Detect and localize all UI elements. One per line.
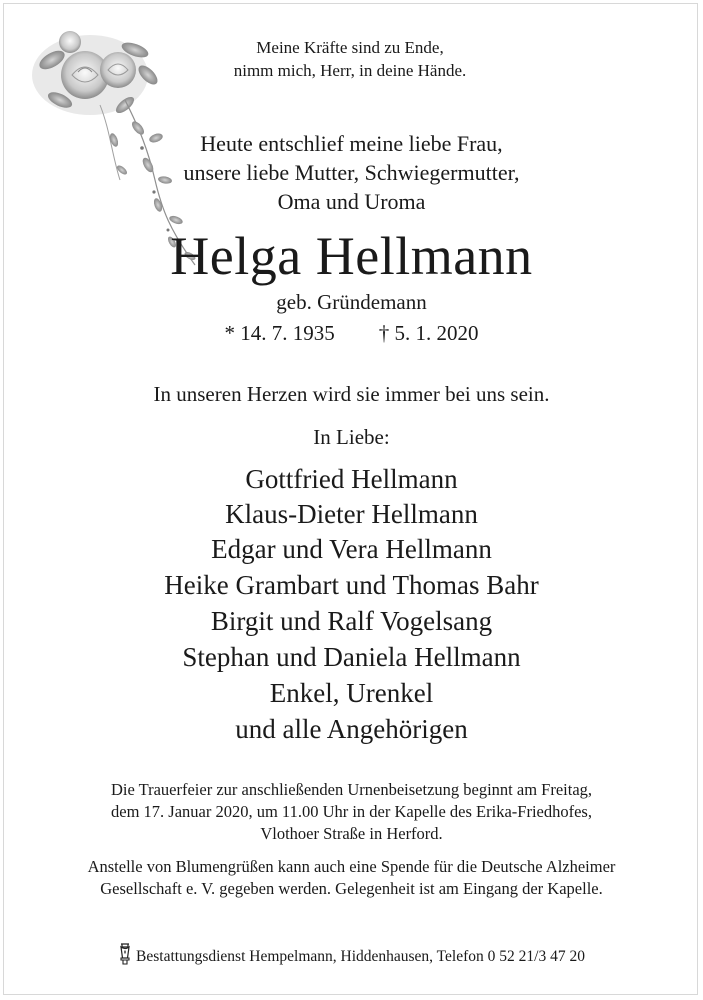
mourner-name: Birgit und Ralf Vogelsang (210, 606, 493, 636)
intro-line: Oma und Uroma (277, 189, 426, 214)
intro-line: Heute entschlief meine liebe Frau, (200, 131, 503, 156)
deceased-name: Helga Hellmann (170, 226, 533, 286)
service-notice-line: Die Trauerfeier zur anschließenden Urnenbeisetzung beginnt am Freitag, (110, 780, 593, 799)
death-date: † 5. 1. 2020 (378, 321, 479, 345)
mourner-name: und alle Angehörigen (235, 714, 468, 744)
donation-notice-line: Gesellschaft e. V. gegeben werden. Gelegenheit ist am Eingang der Kapelle. (100, 879, 603, 898)
service-notice-line: Vlothoer Straße in Herford. (260, 824, 443, 843)
birth-date: * 14. 7. 1935 (224, 321, 335, 345)
service-notice-line: dem 17. Januar 2020, um 11.00 Uhr in der Kapelle des Erika-Friedhofes, (111, 802, 592, 821)
mourner-name: Klaus-Dieter Hellmann (225, 499, 478, 529)
motto-line: nimm mich, Herr, in deine Hände. (233, 61, 467, 80)
in-love-heading: In Liebe: (313, 425, 390, 449)
memorial-quote: In unseren Herzen wird sie immer bei uns sein. (153, 382, 550, 406)
birth-name: geb. Gründemann (276, 290, 427, 314)
motto-line: Meine Kräfte sind zu Ende, (256, 38, 444, 57)
mourner-name: Edgar und Vera Hellmann (211, 534, 492, 564)
funeral-home-footer (0, 942, 703, 967)
mourner-name: Enkel, Urenkel (269, 678, 434, 708)
intro-line: unsere liebe Mutter, Schwiegermutter, (183, 160, 520, 185)
mourner-name: Stephan und Daniela Hellmann (182, 642, 521, 672)
funeral-home-text: Bestattungsdienst Hempelmann, Hiddenhausen, Telefon 0 52 21/3 47 20 (136, 948, 585, 965)
donation-notice-line: Anstelle von Blumengrüßen kann auch eine Spende für die Deutsche Alzheimer (87, 857, 616, 876)
mourner-name: Gottfried Hellmann (245, 464, 458, 494)
grave-lantern-icon (118, 942, 132, 966)
life-dates (0, 320, 703, 346)
mourner-name: Heike Grambart und Thomas Bahr (164, 570, 539, 600)
